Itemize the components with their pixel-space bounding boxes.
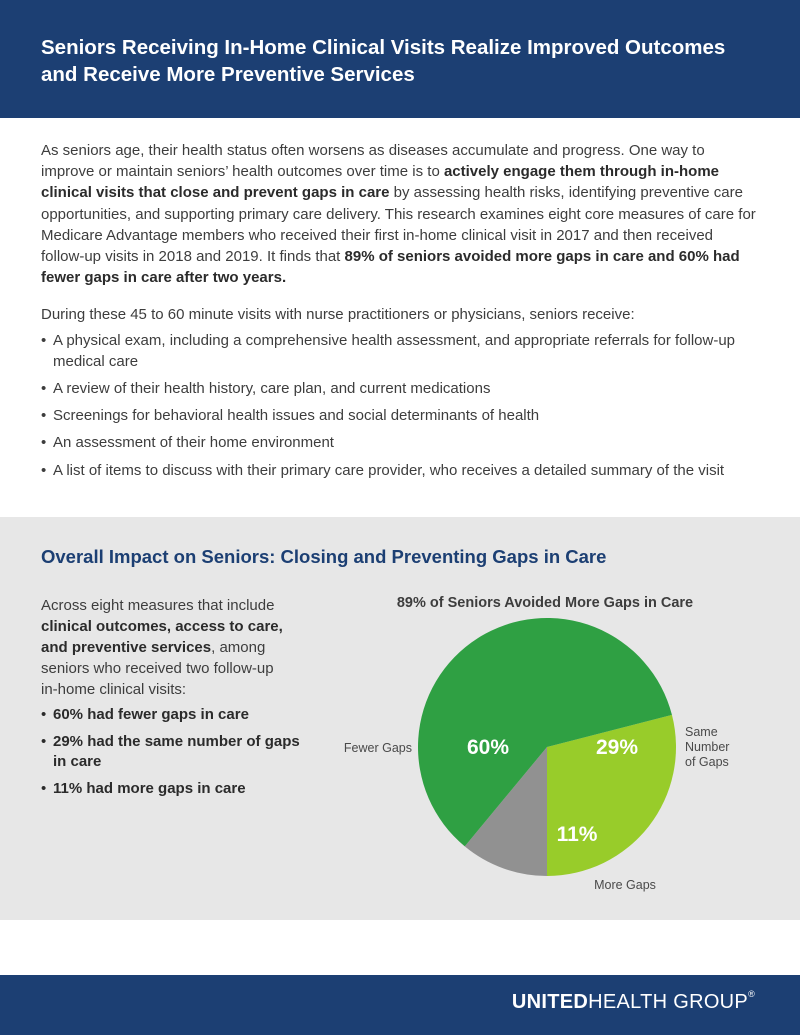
impact-heading: Overall Impact on Seniors: Closing and Preventing Gaps in Care (41, 546, 607, 567)
intro-bold-1: actively engage them through in-home clinical visits that close and prevent gaps in care (41, 163, 719, 202)
bullet-marker: • (41, 779, 47, 797)
header-banner (0, 0, 800, 118)
visits-lead: During these 45 to 60 minute visits with nurse practitioners or physicians, seniors receive: (41, 306, 635, 323)
bullet-marker: • (41, 407, 47, 425)
impact-desc-text-2: , among seniors who received two follow-up in-home clinical visits: (41, 639, 274, 698)
logo-rest-part: HEALTH GROUP (588, 991, 749, 1013)
footer-bar (0, 975, 800, 1035)
page-title: Seniors Receiving In-Home Clinical Visits Realize Improved Outcomes and Receive More Preventive Services (41, 36, 726, 86)
list-item-text: A list of items to discuss with their primary care provider, who receives a detailed summary of the visit (53, 461, 725, 479)
bullet-marker: • (41, 332, 47, 349)
intro-bold-2: 89% of seniors avoided more gaps in care and 60% had fewer gaps in care after two years. (41, 248, 740, 287)
bullet-marker: • (41, 434, 47, 452)
logo-bold-part: UNITED (511, 991, 589, 1013)
category-label: Same Number of Gaps (685, 725, 730, 769)
bullet-marker: • (41, 732, 47, 750)
list-item (41, 433, 759, 454)
chart-title: 89% of Seniors Avoided More Gaps in Care (396, 595, 694, 611)
category-label: Fewer Gaps (343, 741, 412, 755)
intro-text-1: As seniors age, their health status often worsens as diseases accumulate and progress. One way to improve or maintain seniors’ health outcomes over time is to (41, 142, 705, 181)
registered-mark: ® (748, 989, 755, 999)
list-item-text: Screenings for behavioral health issues and social determinants of health (53, 407, 540, 425)
category-label: More Gaps (594, 878, 656, 892)
list-item (41, 406, 759, 427)
bullet-marker: • (41, 706, 47, 723)
intro-text-2: by assessing health risks, identifying preventive care opportunities, and supporting primary care delivery. This research examines eight core measures of care for Medicare Advantage members who received their first in-home clinical visit in 2017 and then received follow-up visits in 2018 and 2019. It finds that (41, 184, 756, 266)
impact-section (0, 517, 800, 920)
impact-desc-text-1: Across eight measures that include (41, 597, 275, 614)
bullet-marker: • (41, 379, 47, 397)
slice-value-label: 60% (466, 736, 510, 759)
stat-text: 11% had more gaps in care (53, 779, 246, 797)
slice-value-label: 29% (595, 736, 639, 759)
stat-text: 29% had the same number of gaps in care (53, 732, 300, 770)
list-item-text: An assessment of their home environment (53, 434, 334, 452)
list-item (41, 461, 759, 482)
list-item (41, 379, 759, 400)
intro-paragraph (41, 140, 759, 288)
list-item-text: A review of their health history, care plan, and current medications (53, 379, 491, 397)
visits-list (41, 331, 759, 488)
pie-chart (0, 517, 800, 920)
bullet-marker: • (41, 461, 47, 479)
list-item (41, 331, 759, 372)
company-logo (512, 991, 755, 1014)
slice-value-label: 11% (556, 823, 598, 846)
stat-text: 60% had fewer gaps in care (53, 706, 249, 723)
impact-desc-bold: clinical outcomes, access to care, and preventive services (41, 618, 283, 656)
list-item-text: A physical exam, including a comprehensive health assessment, and appropriate referrals for follow-up medical care (53, 332, 736, 370)
